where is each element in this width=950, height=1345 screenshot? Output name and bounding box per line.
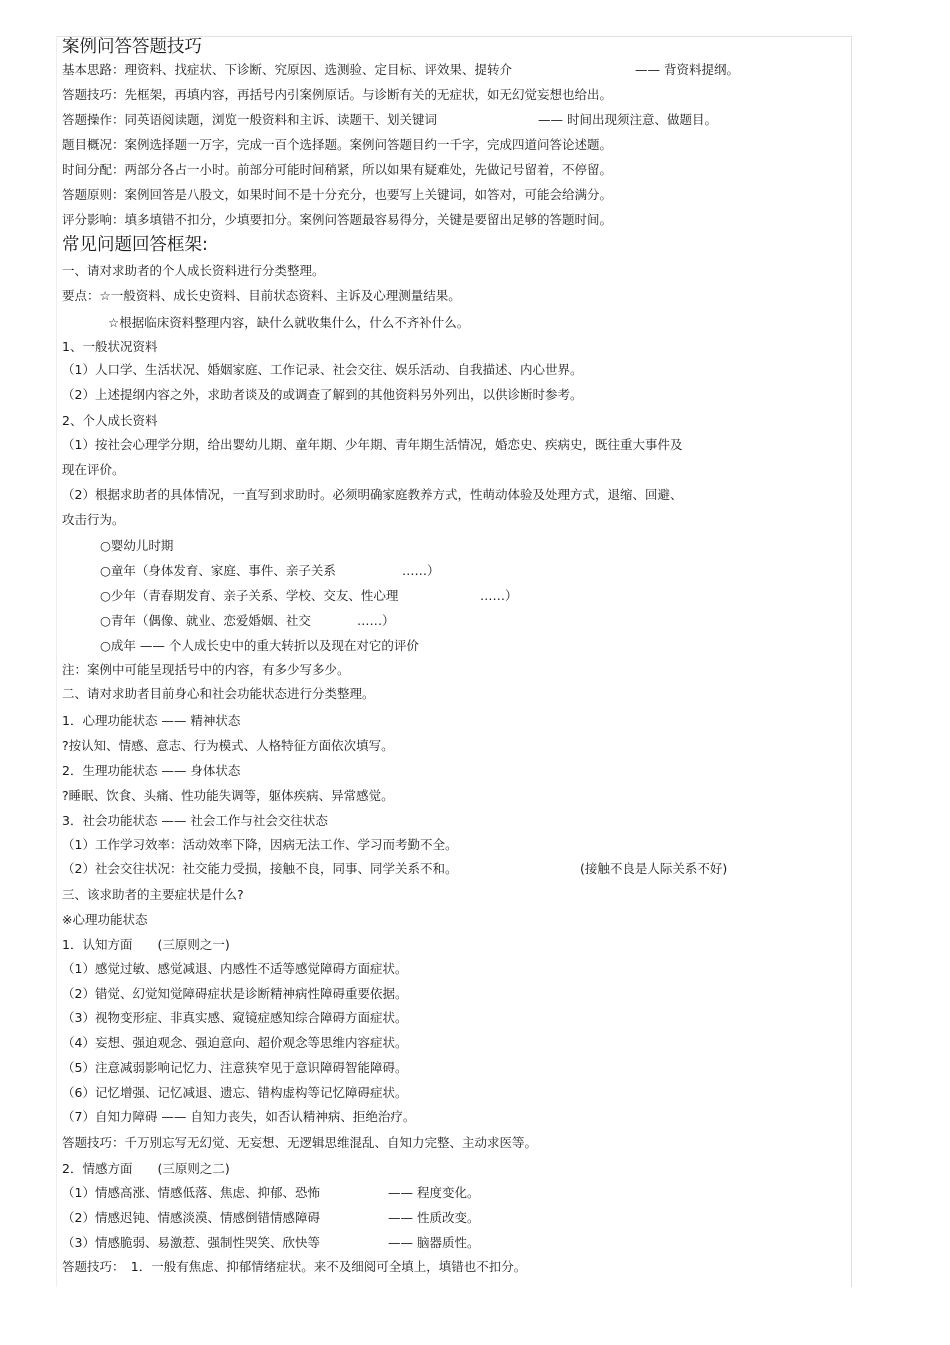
stage-item: ○童年（身体发育、家庭、事件、亲子关系 [100,563,336,578]
list-item: （5）注意减弱影响记忆力、注意狭窄见于意识障碍智能障碍。 [62,1060,408,1075]
stage-item: ○成年 —— 个人成长史中的重大转折以及现在对它的评价 [100,638,419,653]
intro-line: 时间分配：两部分各占一小时。前部分可能时间稍紧，所以如果有疑难处，先做记号留着，不停留。 [62,162,613,177]
subsection-heading: ※心理功能状态 [62,912,148,927]
section-title: 常见问题回答框架: [62,235,208,255]
question-heading: 一、请对求助者的个人成长资料进行分类整理。 [62,263,325,278]
subsection-heading: 1．心理功能状态 —— 精神状态 [62,713,241,728]
list-item-tail: —— 程度变化。 [388,1185,480,1200]
list-item-tail: —— 性质改变。 [388,1210,480,1225]
list-item: （2）上述提纲内容之外，求助者谈及的或调查了解到的其他资料另外列出，以供诊断时参考。 [62,387,583,402]
tip: 答题技巧：千万别忘写无幻觉、无妄想、无逻辑思维混乱、自知力完整、主动求医等。 [62,1135,538,1150]
intro-line: 题目概况：案例选择题一万字，完成一百个选择题。案例问答题目约一千字，完成四道问答论述题。 [62,137,613,152]
subsection-heading: 1．认知方面 (三原则之一) [62,937,230,952]
list-item: （1）按社会心理学分期，给出婴幼儿期、童年期、少年期、青年期生活情况，婚恋史、疾病史，既往重大事件及 [62,437,683,452]
list-item: （1）工作学习效率：活动效率下降，因病无法工作、学习而考勤不全。 [62,837,458,852]
subsection-heading: 3．社会功能状态 —— 社会工作与社会交往状态 [62,813,328,828]
key-point: ☆根据临床资料整理内容，缺什么就收集什么，什么不齐补什么。 [108,315,470,330]
document-title: 案例问答答题技巧 [62,37,202,57]
question-heading: 三、该求助者的主要症状是什么? [62,887,244,902]
list-item-tail: (接触不良是人际关系不好) [580,861,728,876]
intro-line: 答题技巧：先框架，再填内容，再括号内引案例原话。与诊断有关的无症状，如无幻觉妄想也给出。 [62,87,613,102]
list-item-continued: 现在评价。 [62,462,125,477]
list-item-continued: 攻击行为。 [62,512,125,527]
list-item: （6）记忆增强、记忆减退、遗忘、错构虚构等记忆障碍症状。 [62,1085,408,1100]
subsection-heading: 1、一般状况资料 [62,339,158,354]
stage-item: ○少年（青春期发育、亲子关系、学校、交友、性心理 [100,588,399,603]
list-item: （2）社会交往状况：社交能力受损，接触不良，同事、同学关系不和。 [62,861,458,876]
stage-item: ○婴幼儿时期 [100,538,174,553]
tip: 答题技巧： 1．一般有焦虑、抑郁情绪症状。来不及细阅可全填上，填错也不扣分。 [62,1259,527,1274]
list-item: （3）视物变形症、非真实感、窥镜症感知综合障碍方面症状。 [62,1010,408,1025]
list-item: （1）情感高涨、情感低落、焦虑、抑郁、恐怖 [62,1185,320,1200]
intro-line: 评分影响：填多填错不扣分，少填要扣分。案例问答题最容易得分，关键是要留出足够的答题时间。 [62,212,613,227]
stage-item: ○青年（偶像、就业、恋爱婚姻、社交 [100,613,311,628]
subsection-heading: 2．生理功能状态 —— 身体状态 [62,763,241,778]
list-item: （7）自知力障碍 —— 自知力丧失，如否认精神病、拒绝治疗。 [62,1109,416,1124]
subsection-heading: 2、个人成长资料 [62,413,158,428]
list-item: （1）人口学、生活状况、婚姻家庭、工作记录、社会交往、娱乐活动、自我描述、内心世界。 [62,362,583,377]
intro-line: 基本思路：理资料、找症状、下诊断、究原因、选测验、定目标、评效果、提转介 [62,62,513,77]
list-item: （4）妄想、强迫观念、强迫意向、超价观念等思维内容症状。 [62,1035,408,1050]
list-item: （2）根据求助者的具体情况，一直写到求助时。必须明确家庭教养方式，性萌动体验及处理方式，退缩、回避、 [62,487,683,502]
key-point: 要点：☆一般资料、成长史资料、目前状态资料、主诉及心理测量结果。 [62,288,461,303]
list-item: （2）错觉、幻觉知觉障碍症状是诊断精神病性障碍重要依据。 [62,986,408,1001]
intro-line: 答题操作：同英语阅读题，浏览一般资料和主诉、读题干、划关键词 [62,112,438,127]
note: 注：案例中可能呈现括号中的内容，有多少写多少。 [62,662,350,677]
list-item: （2）情感迟钝、情感淡漠、情感倒错情感障碍 [62,1210,320,1225]
stage-item-tail: ……） [480,588,518,603]
subsection-heading: 2．情感方面 (三原则之二) [62,1161,230,1176]
list-item: （3）情感脆弱、易激惹、强制性哭笑、欣快等 [62,1235,320,1250]
intro-line-tail: —— 时间出现须注意、做题目。 [538,112,717,127]
stage-item-tail: ……） [357,613,395,628]
list-item-tail: —— 脑器质性。 [388,1235,480,1250]
intro-line: 答题原则：案例回答是八股文，如果时间不是十分充分，也要写上关键词，如答对，可能会给满分。 [62,187,613,202]
list-item: ?睡眠、饮食、头痛、性功能失调等，躯体疾病、异常感觉。 [62,788,394,803]
stage-item-tail: ……） [402,563,440,578]
intro-line-tail: —— 背资料提纲。 [635,62,739,77]
list-item: ?按认知、情感、意志、行为模式、人格特征方面依次填写。 [62,738,394,753]
question-heading: 二、请对求助者目前身心和社会功能状态进行分类整理。 [62,686,375,701]
list-item: （1）感觉过敏、感觉减退、内感性不适等感觉障碍方面症状。 [62,961,408,976]
